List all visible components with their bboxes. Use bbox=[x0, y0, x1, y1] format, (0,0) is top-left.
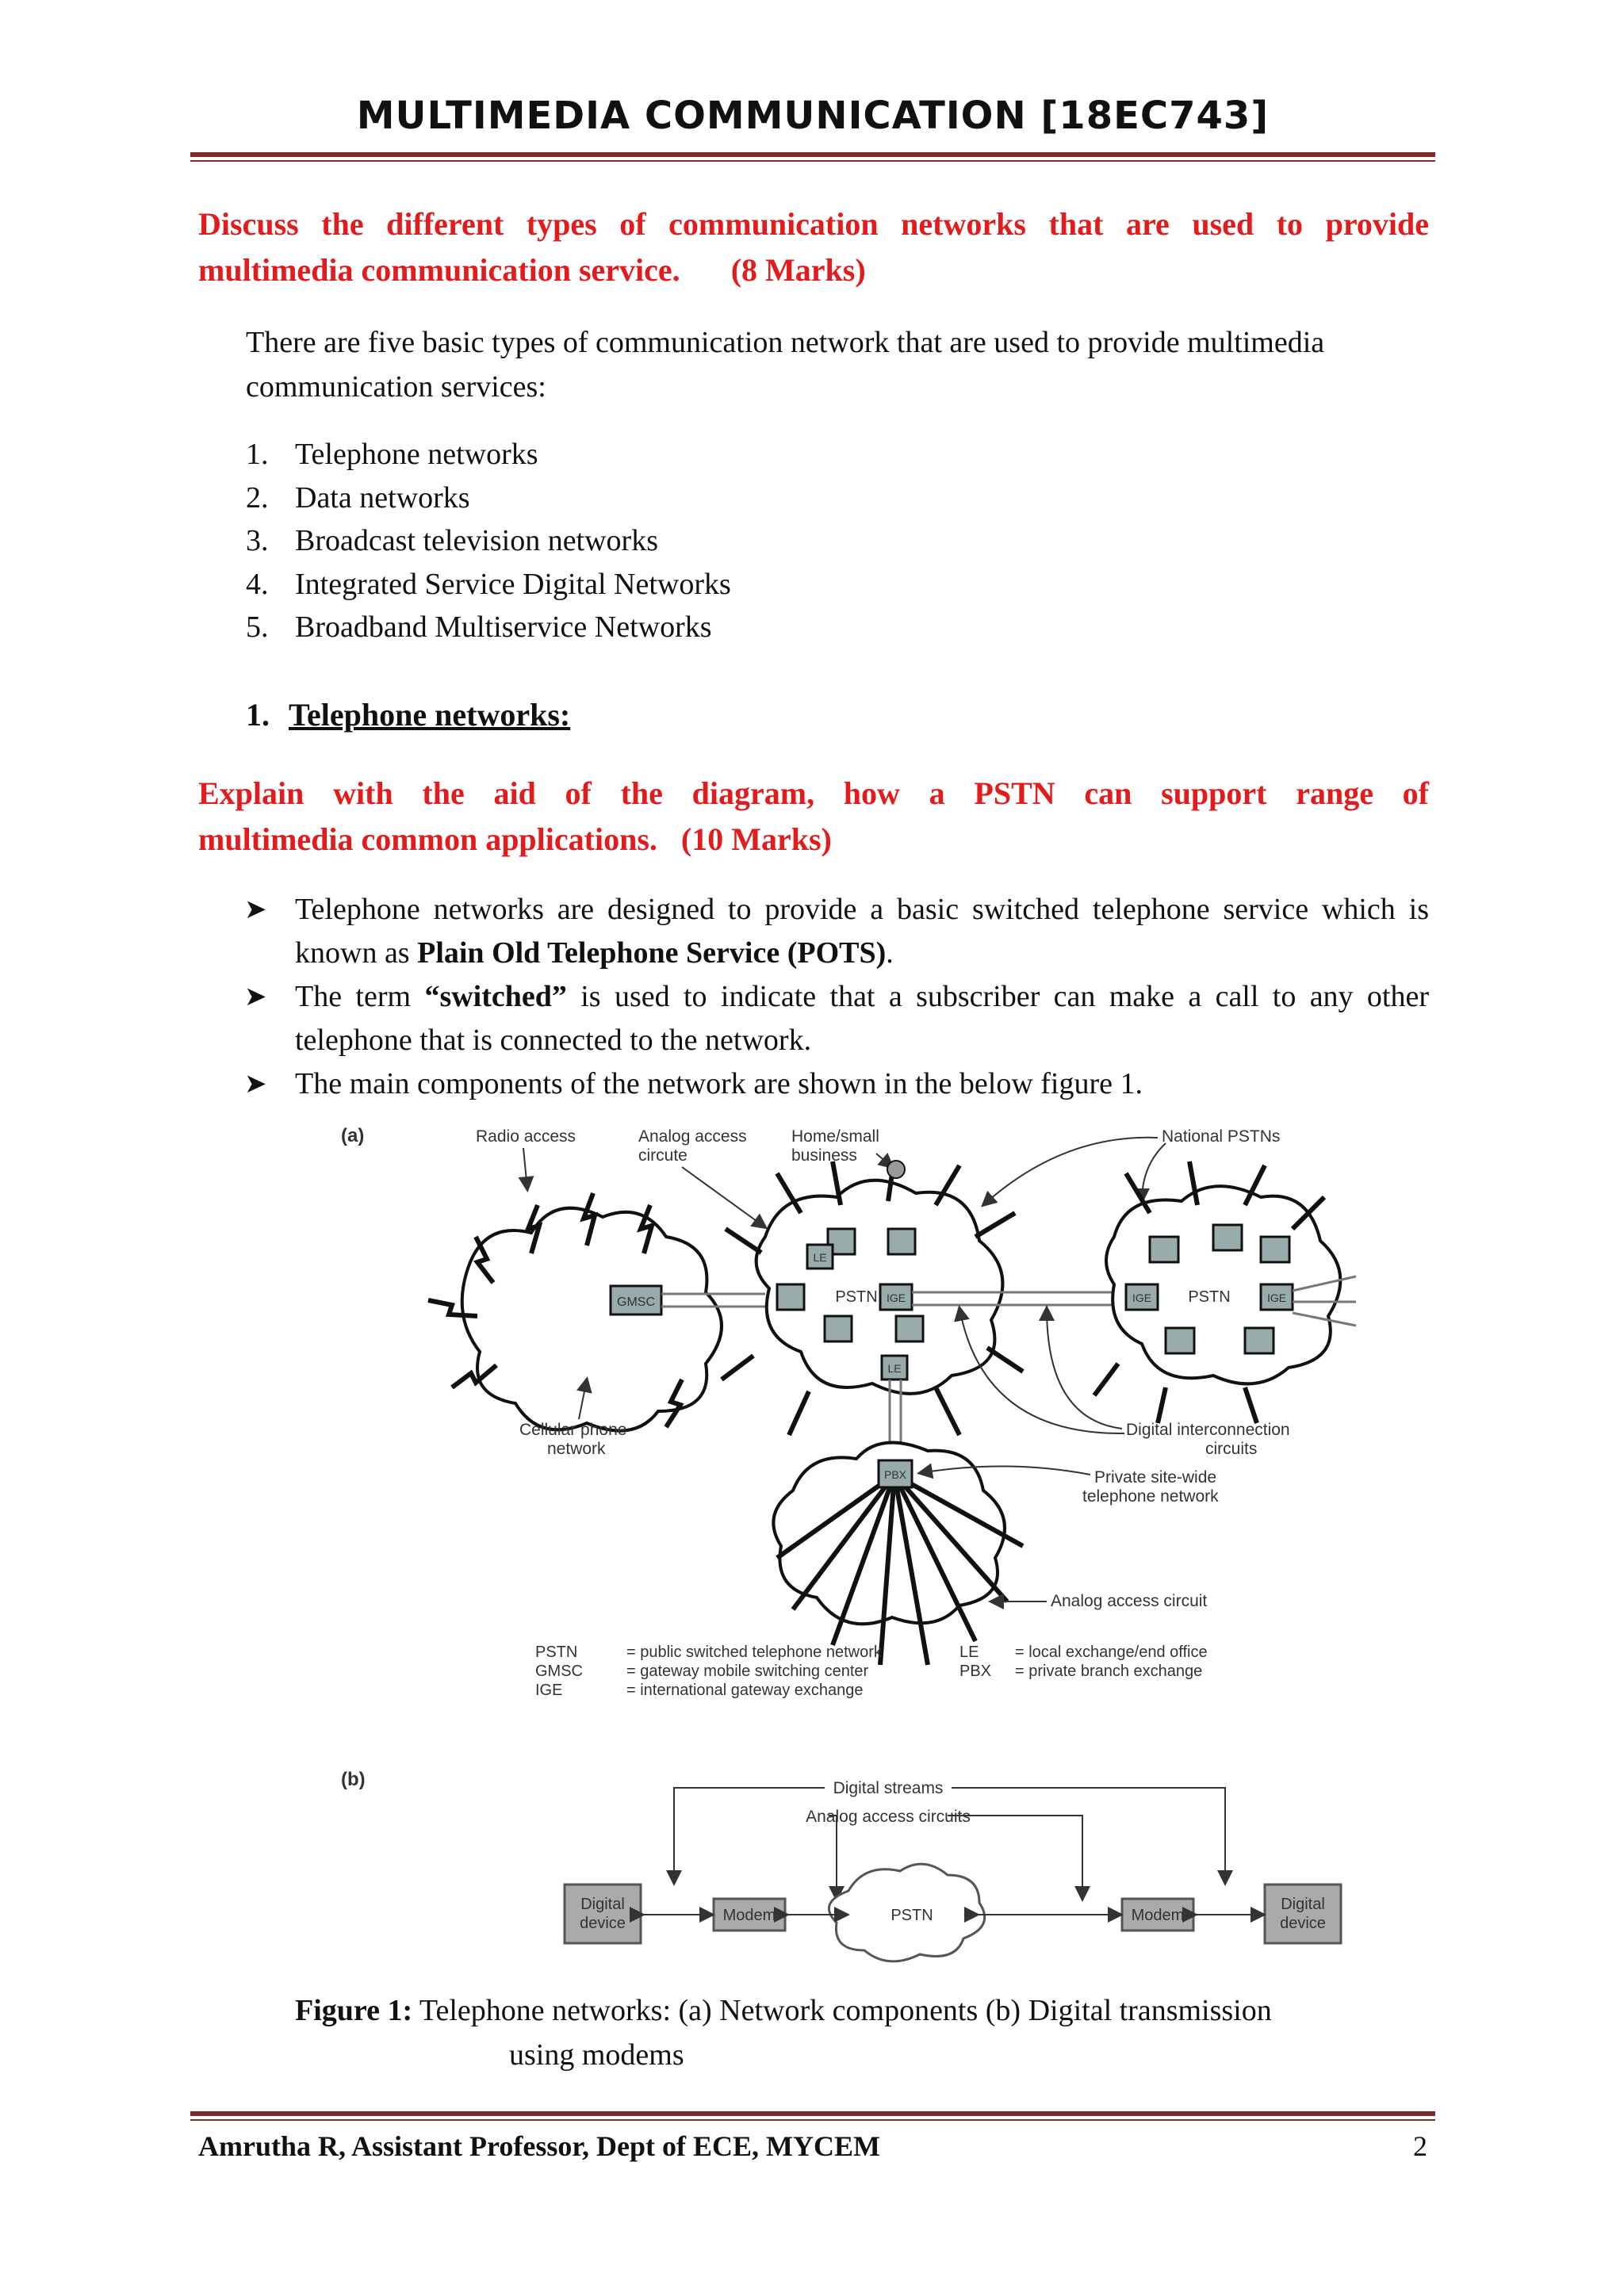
arrow-bullet-icon: ➤ bbox=[244, 982, 267, 1012]
bullet-bold: Plain Old Telephone Service (POTS) bbox=[417, 936, 887, 970]
bullet-text: The term bbox=[295, 980, 425, 1013]
section-heading bbox=[246, 696, 570, 733]
ige-label: IGE bbox=[1132, 1292, 1152, 1304]
pstn-label: PSTN bbox=[835, 1288, 878, 1306]
bullet-item bbox=[244, 1062, 1429, 1106]
caption-text-2: using modems bbox=[509, 2038, 684, 2072]
question-1-line1: Discuss the different types of communication networks that are used to provide bbox=[198, 206, 1429, 242]
list-number: 3. bbox=[246, 524, 269, 557]
cellular-network-cloud bbox=[428, 1193, 722, 1431]
caption-label: Figure 1: bbox=[295, 1994, 413, 2027]
digital-interconnection-label-2: circuits bbox=[1205, 1440, 1258, 1458]
section-title: Telephone networks: bbox=[289, 697, 571, 733]
analog-access-label: Analog access bbox=[638, 1127, 747, 1146]
legend-abbr: IGE bbox=[535, 1682, 563, 1699]
home-business-label-2: business bbox=[791, 1146, 857, 1165]
analog-access-circuit-label: Analog access circuit bbox=[1051, 1592, 1208, 1610]
bullet-bold: “switched” bbox=[424, 980, 567, 1013]
legend-abbr: PBX bbox=[959, 1663, 992, 1680]
list-item bbox=[246, 606, 731, 649]
legend-abbr: LE bbox=[959, 1644, 979, 1661]
bullet-item bbox=[244, 975, 1429, 1062]
national-pstns-label: National PSTNs bbox=[1162, 1127, 1281, 1146]
cellular-network-label: Cellular phone bbox=[519, 1421, 627, 1439]
question-1 bbox=[198, 201, 1429, 293]
digital-device-left bbox=[565, 1885, 641, 1943]
list-label: Broadcast television networks bbox=[295, 524, 659, 557]
radio-access-label: Radio access bbox=[476, 1127, 576, 1146]
bullet-text: Telephone networks are designed to provide a basic switched telephone service which is known as bbox=[295, 893, 1429, 970]
digital-device-label-2: device bbox=[1280, 1915, 1326, 1932]
list-number: 5. bbox=[246, 610, 269, 644]
footer-author: Amrutha R, Assistant Professor, Dept of ECE, MYCEM bbox=[198, 2130, 880, 2162]
legend-abbr: PSTN bbox=[535, 1644, 578, 1661]
pbx-label: PBX bbox=[883, 1468, 907, 1481]
ige-label: IGE bbox=[886, 1292, 906, 1304]
page-title: MULTIMEDIA COMMUNICATION [18EC743] bbox=[356, 94, 1270, 138]
list-label: Data networks bbox=[295, 480, 470, 515]
header-rule bbox=[190, 152, 1435, 162]
legend-def: = gateway mobile switching center bbox=[626, 1663, 869, 1680]
figure-caption bbox=[295, 1988, 1421, 2077]
list-number: 2. bbox=[246, 480, 269, 515]
bullet-text: is used to indicate that a subscriber can make a call to any other telephone that is connected to the network. bbox=[295, 980, 1429, 1057]
ige-label: IGE bbox=[1266, 1292, 1287, 1304]
legend-def: = international gateway exchange bbox=[626, 1682, 864, 1699]
legend-def: = public switched telephone network bbox=[626, 1644, 882, 1661]
arrow-bullet-icon: ➤ bbox=[244, 895, 267, 924]
modem-label: Modem bbox=[722, 1907, 776, 1924]
pstn-label: PSTN bbox=[1188, 1288, 1231, 1306]
telephone-network-figure bbox=[333, 1118, 1364, 1974]
list-label: Broadband Multiservice Networks bbox=[295, 610, 712, 644]
analog-access-circuits-label: Analog access circuits bbox=[806, 1808, 971, 1826]
list-item bbox=[246, 476, 731, 520]
pstn-label-b: PSTN bbox=[891, 1907, 933, 1924]
digital-device-label: Digital bbox=[580, 1896, 625, 1913]
digital-device-right bbox=[1265, 1885, 1341, 1943]
list-item bbox=[246, 433, 731, 476]
digital-interconnection-label: Digital interconnection bbox=[1126, 1421, 1290, 1439]
figure-part-a-label: (a) bbox=[341, 1125, 365, 1146]
question-1-marks: (8 Marks) bbox=[730, 252, 866, 288]
list-number: 1. bbox=[246, 438, 269, 471]
digital-device-label-2: device bbox=[580, 1915, 626, 1932]
analog-access-label-2: circute bbox=[638, 1146, 688, 1165]
home-business-label: Home/small bbox=[791, 1127, 879, 1146]
modem-label: Modem bbox=[1131, 1907, 1185, 1924]
figure-part-b-label: (b) bbox=[341, 1769, 366, 1790]
legend-def: = local exchange/end office bbox=[1015, 1644, 1208, 1661]
digital-device-label: Digital bbox=[1281, 1896, 1325, 1913]
question-2-line2: multimedia common applications. bbox=[198, 821, 657, 857]
intro-paragraph: There are five basic types of communication network that are used to provide multimedia communication services: bbox=[246, 326, 1325, 404]
cellular-network-label-2: network bbox=[547, 1440, 606, 1458]
footer-rule bbox=[190, 2111, 1435, 2121]
legend-abbr: GMSC bbox=[535, 1663, 583, 1680]
list-number: 4. bbox=[246, 567, 269, 601]
le-label: LE bbox=[887, 1362, 902, 1375]
page-number: 2 bbox=[1413, 2130, 1427, 2162]
question-2 bbox=[198, 771, 1429, 863]
caption-text: Telephone networks: (a) Network components (b) Digital transmission bbox=[412, 1994, 1272, 2027]
list-item bbox=[246, 519, 731, 563]
network-types-list bbox=[246, 433, 731, 649]
list-label: Integrated Service Digital Networks bbox=[295, 567, 731, 601]
bullet-item bbox=[244, 888, 1429, 975]
figure-legend bbox=[535, 1644, 1208, 1699]
private-site-label-2: telephone network bbox=[1082, 1487, 1219, 1506]
legend-def: = private branch exchange bbox=[1015, 1663, 1203, 1680]
bullet-text: . bbox=[886, 936, 894, 970]
bullet-list bbox=[244, 888, 1429, 1106]
le-label: LE bbox=[813, 1251, 827, 1264]
private-site-label: Private site-wide bbox=[1094, 1468, 1217, 1487]
bullet-text: The main components of the network are shown in the below figure 1. bbox=[295, 1067, 1143, 1100]
list-label: Telephone networks bbox=[295, 438, 538, 471]
gmsc-label: GMSC bbox=[617, 1295, 655, 1309]
question-2-line1: Explain with the aid of the diagram, how a PSTN can support range of bbox=[198, 775, 1429, 811]
arrow-bullet-icon: ➤ bbox=[244, 1070, 267, 1099]
list-item bbox=[246, 563, 731, 607]
question-1-line2: multimedia communication service. bbox=[198, 252, 680, 288]
section-number: 1. bbox=[246, 697, 270, 733]
digital-streams-label: Digital streams bbox=[833, 1779, 944, 1797]
question-2-marks: (10 Marks) bbox=[680, 821, 832, 857]
